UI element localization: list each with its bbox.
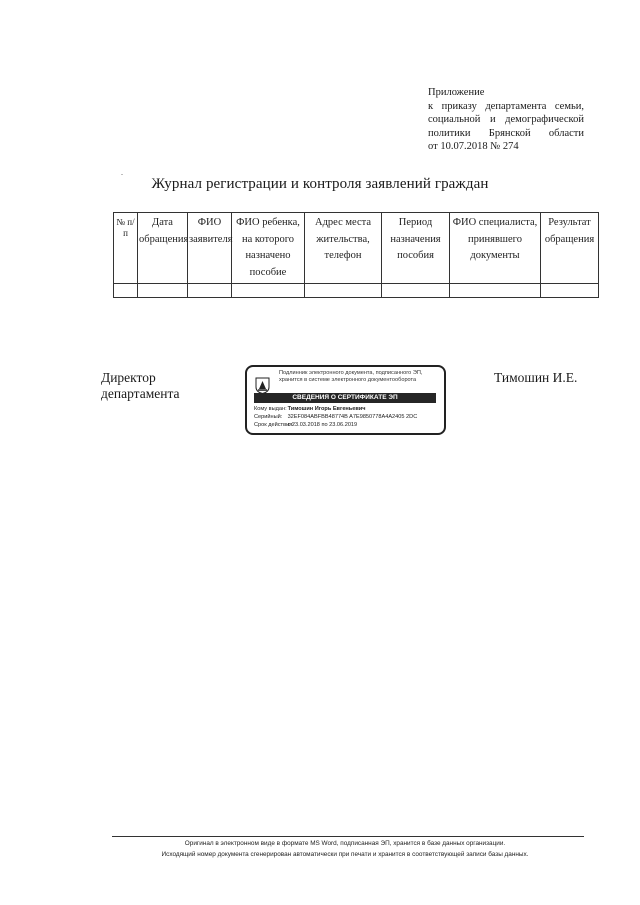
registration-table xyxy=(113,212,599,298)
table-cell xyxy=(232,284,305,298)
header-cell-applicant: ФИО заявителя xyxy=(188,213,232,284)
header-cell-number: № п/п xyxy=(114,213,138,284)
table-cell xyxy=(450,284,541,298)
coat-of-arms-icon xyxy=(255,377,270,394)
table-cell xyxy=(541,284,599,298)
header-cell-date: Дата обращения xyxy=(138,213,188,284)
table-cell xyxy=(305,284,382,298)
stamp-row-issued xyxy=(254,405,366,413)
header-cell-child: ФИО ребенка, на которого назначено пособие xyxy=(232,213,305,284)
footer-line: Исходящий номер документа сгенерирован автоматически при печати и хранится в соответствующей записи базы данных. xyxy=(161,851,529,858)
table-row xyxy=(114,284,599,298)
page-title: Журнал регистрации и контроля заявлений граждан xyxy=(151,176,489,192)
stamp-value: с 23.03.2018 по 23.06.2019 xyxy=(287,422,358,428)
stamp-header-line: Подлинник электронного документа, подписанного ЭП, xyxy=(279,370,423,376)
appendix-line: политики Брянской области xyxy=(428,127,584,139)
stamp-header-line: хранится в системе электронного документооборота xyxy=(279,377,417,383)
stamp-certificate-bar: СВЕДЕНИЯ О СЕРТИФИКАТЕ ЭП xyxy=(254,393,436,403)
stamp-label: Серийный: xyxy=(254,414,283,420)
stamp-value: Тимошин Игорь Евгеньевич xyxy=(287,406,366,412)
table-header-row xyxy=(114,213,599,284)
stray-mark: . xyxy=(121,168,123,177)
appendix-line: к приказу департамента семьи, xyxy=(428,100,584,112)
table-cell xyxy=(188,284,232,298)
director-line: департамента xyxy=(101,386,180,401)
signer-name: Тимошин И.Е. xyxy=(494,370,578,385)
appendix-block xyxy=(428,86,584,154)
table-cell xyxy=(138,284,188,298)
header-cell-address: Адрес места жительства, телефон xyxy=(305,213,382,284)
stamp-row-serial xyxy=(254,413,417,421)
appendix-line: социальной и демографической xyxy=(428,114,584,125)
director-title xyxy=(101,370,180,402)
stamp-row-validity xyxy=(254,421,357,429)
table-cell xyxy=(382,284,450,298)
footer-divider xyxy=(112,836,584,837)
director-line: Директор xyxy=(101,370,156,385)
header-cell-specialist: ФИО специалиста, принявшего документы xyxy=(450,213,541,284)
table-cell xyxy=(114,284,138,298)
footer-line: Оригинал в электронном виде в формате MS Word, подписанная ЭП, хранится в базе данных организации. xyxy=(184,840,506,847)
header-cell-result: Результат обращения xyxy=(541,213,599,284)
stamp-label: Кому выдан: xyxy=(254,406,287,412)
e-signature-stamp xyxy=(245,365,446,435)
stamp-value: 32EF084ABFBB48774B A7E9850778A4A2405 2DC xyxy=(287,414,418,420)
appendix-line: Приложение xyxy=(428,87,485,98)
stamp-label: Срок действия: xyxy=(254,422,294,428)
appendix-line: от 10.07.2018 № 274 xyxy=(428,141,519,152)
stamp-header xyxy=(279,370,444,384)
header-cell-period: Период назначения пособия xyxy=(382,213,450,284)
